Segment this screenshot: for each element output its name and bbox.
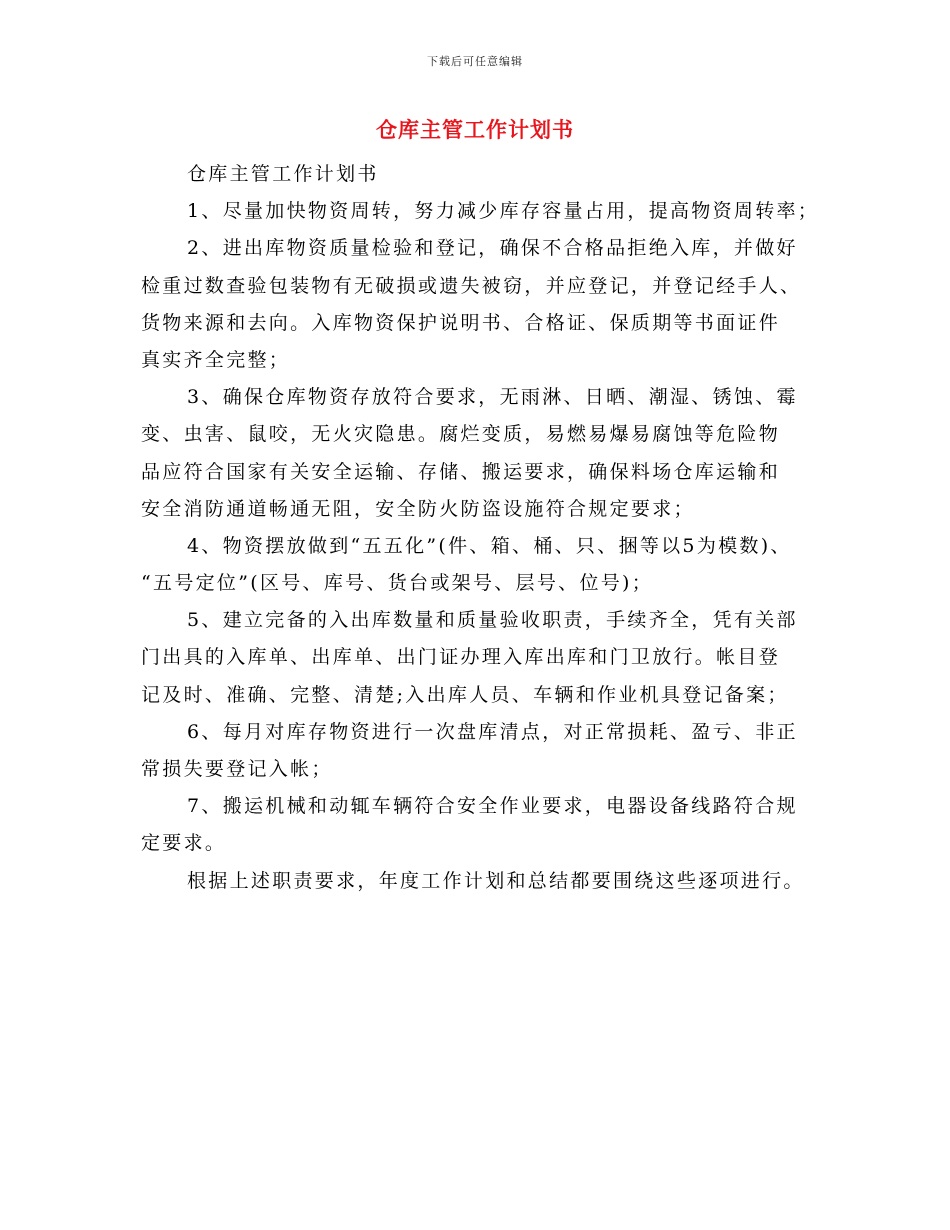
paragraph-line: 1、尽量加快物资周转，努力减少库存容量占用，提高物资周转率；: [187, 200, 820, 223]
paragraph-item-5: [141, 602, 821, 714]
paragraph-line: 品应符合国家有关安全运输、存储、搬运要求，确保料场仓库运输和: [141, 460, 781, 483]
paragraph-line: 根据上述职责要求，年度工作计划和总结都要围绕这些逐项进行。: [187, 869, 805, 892]
paragraph-item-1: [141, 193, 821, 230]
paragraph-line: 货物来源和去向。入库物资保护说明书、合格证、保质期等书面证件: [141, 311, 781, 334]
paragraph-line: 仓库主管工作计划书: [187, 163, 379, 185]
paragraph-line: 常损失要登记入帐；: [141, 758, 333, 780]
paragraph-line: 6、每月对库存物资进行一次盘库清点，对正常损耗、盈亏、非正: [187, 720, 798, 743]
paragraph-line: 门出具的入库单、出库单、出门证办理入库出库和门卫放行。帐目登: [141, 646, 781, 669]
paragraph-line: 2、进出库物资质量检验和登记，确保不合格品拒绝入库，并做好: [187, 237, 798, 260]
paragraph-line: 4、物资摆放做到“五五化”(件、箱、桶、只、捆等以5为模数)、: [187, 534, 792, 557]
paragraph-line: 7、搬运机械和动辄车辆符合安全作业要求，电器设备线路符合规: [187, 795, 798, 818]
document-title: 仓库主管工作计划书: [376, 117, 574, 142]
paragraph-line: “五号定位”(区号、库号、货台或架号、层号、位号)；: [141, 572, 654, 595]
paragraph-item-4: [141, 528, 821, 602]
paragraph-conclusion: [141, 863, 821, 900]
paragraph-line: 3、确保仓库物资存放符合要求，无雨淋、日晒、潮湿、锈蚀、霉: [187, 386, 798, 409]
paragraph-subtitle: [141, 156, 821, 193]
document-body: [141, 156, 821, 900]
paragraph-item-6: [141, 714, 821, 788]
header-note: 下载后可任意编辑: [427, 55, 523, 68]
paragraph-line: 5、建立完备的入出库数量和质量验收职责，手续齐全，凭有关部: [187, 609, 798, 632]
paragraph-line: 真实齐全完整；: [141, 348, 291, 371]
paragraph-line: 变、虫害、鼠咬，无火灾隐患。腐烂变质，易燃易爆易腐蚀等危险物: [141, 423, 781, 446]
paragraph-item-3: [141, 379, 821, 528]
paragraph-line: 安全消防通道畅通无阻，安全防火防盗设施符合规定要求；: [141, 497, 695, 520]
paragraph-line: 检重过数查验包装物有无破损或遗失被窃，并应登记，并登记经手人、: [141, 274, 802, 297]
paragraph-line: 记及时、准确、完整、清楚;入出库人员、车辆和作业机具登记备案；: [141, 683, 789, 706]
paragraph-item-2: [141, 230, 821, 379]
paragraph-line: 定要求。: [141, 832, 227, 855]
paragraph-item-7: [141, 788, 821, 862]
